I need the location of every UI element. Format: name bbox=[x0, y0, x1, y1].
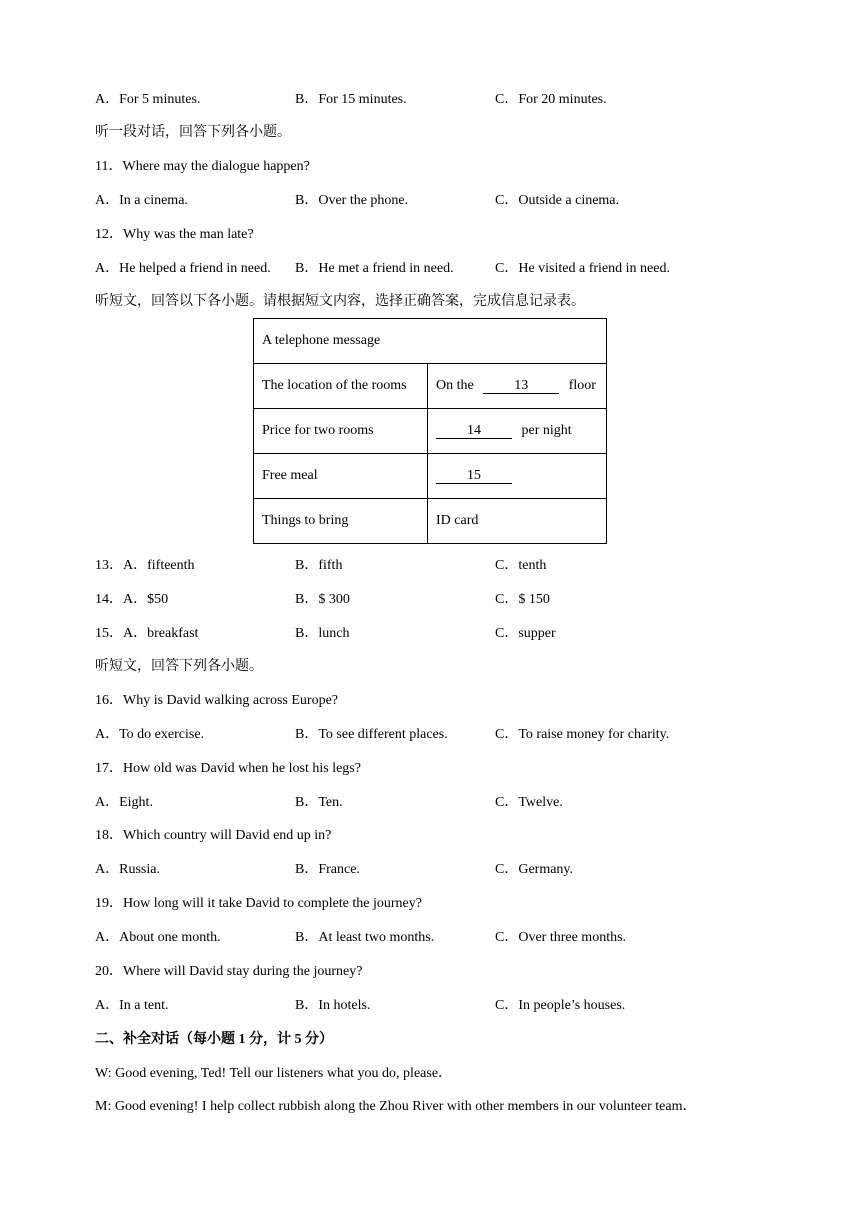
q18-option-a: A．Russia. bbox=[95, 862, 160, 877]
row-label: Price for two rooms bbox=[254, 409, 428, 454]
q12-option-b: B．He met a friend in need. bbox=[295, 261, 454, 276]
q13-option-b: B．fifth bbox=[295, 558, 343, 573]
q20-option-c: C．In people’s houses. bbox=[495, 998, 626, 1013]
q19-option-c: C．Over three months. bbox=[495, 930, 627, 945]
q13-option-a: 13．A．fifteenth bbox=[95, 558, 195, 573]
section-2-title: 二、补全对话（每小题 1 分，计 5 分） bbox=[95, 1032, 333, 1047]
q15-option-b: B．lunch bbox=[295, 626, 350, 641]
q20-option-b: B．In hotels. bbox=[295, 998, 371, 1013]
q10-option-c: C．For 20 minutes. bbox=[495, 92, 607, 107]
q12-option-a: A．He helped a friend in need. bbox=[95, 261, 271, 276]
row-value bbox=[428, 364, 607, 409]
q17-option-c: C．Twelve. bbox=[495, 795, 563, 810]
table-title: A telephone message bbox=[254, 319, 607, 364]
table-row bbox=[254, 409, 607, 454]
q16-option-c: C．To raise money for charity. bbox=[495, 727, 670, 742]
value-suffix: floor bbox=[568, 378, 596, 393]
q17-option-a: A．Eight. bbox=[95, 795, 153, 810]
q14-option-a: 14．A．$50 bbox=[95, 592, 169, 607]
table-row bbox=[254, 499, 607, 544]
value-suffix: per night bbox=[521, 423, 572, 438]
q18-option-c: C．Germany. bbox=[495, 862, 574, 877]
row-label: Things to bring bbox=[254, 499, 428, 544]
question-20: 20．Where will David stay during the journey? bbox=[95, 964, 363, 979]
q10-option-a: A．For 5 minutes. bbox=[95, 92, 201, 107]
answer-blank-15[interactable]: 15 bbox=[436, 468, 512, 484]
table-title-row bbox=[254, 319, 607, 364]
q19-option-a: A．About one month. bbox=[95, 930, 221, 945]
question-11: 11．Where may the dialogue happen? bbox=[95, 159, 310, 174]
instruction-passage: 听短文，回答下列各小题。 bbox=[95, 659, 263, 674]
q19-option-b: B．At least two months. bbox=[295, 930, 435, 945]
table-row bbox=[254, 454, 607, 499]
row-label: The location of the rooms bbox=[254, 364, 428, 409]
row-value bbox=[428, 454, 607, 499]
row-value bbox=[428, 409, 607, 454]
value-prefix: On the bbox=[436, 378, 474, 393]
q16-option-b: B．To see different places. bbox=[295, 727, 448, 742]
q18-option-b: B．France. bbox=[295, 862, 360, 877]
table-row bbox=[254, 364, 607, 409]
dialogue-line-m: M: Good evening! I help collect rubbish along the Zhou River with other members in our volunteer team． bbox=[95, 1099, 697, 1114]
answer-blank-14[interactable]: 14 bbox=[436, 423, 512, 439]
telephone-message-table bbox=[253, 318, 607, 544]
q11-option-a: A．In a cinema. bbox=[95, 193, 188, 208]
question-12: 12．Why was the man late? bbox=[95, 227, 254, 242]
q17-option-b: B．Ten. bbox=[295, 795, 343, 810]
dialogue-line-w: W: Good evening, Ted! Tell our listeners what you do, please． bbox=[95, 1066, 453, 1081]
q11-option-b: B．Over the phone. bbox=[295, 193, 409, 208]
q14-option-c: C．$ 150 bbox=[495, 592, 550, 607]
q12-option-c: C．He visited a friend in need. bbox=[495, 261, 670, 276]
row-label: Free meal bbox=[254, 454, 428, 499]
question-16: 16．Why is David walking across Europe? bbox=[95, 693, 338, 708]
answer-blank-13[interactable]: 13 bbox=[483, 378, 559, 394]
q11-option-c: C．Outside a cinema. bbox=[495, 193, 620, 208]
q15-option-c: C．supper bbox=[495, 626, 556, 641]
q16-option-a: A．To do exercise. bbox=[95, 727, 205, 742]
question-17: 17．How old was David when he lost his legs? bbox=[95, 761, 361, 776]
q10-option-b: B．For 15 minutes. bbox=[295, 92, 407, 107]
q15-option-a: 15．A．breakfast bbox=[95, 626, 199, 641]
q13-option-c: C．tenth bbox=[495, 558, 547, 573]
question-18: 18．Which country will David end up in? bbox=[95, 828, 332, 843]
q20-option-a: A．In a tent. bbox=[95, 998, 169, 1013]
question-19: 19．How long will it take David to complete the journey? bbox=[95, 896, 422, 911]
instruction-dialogue: 听一段对话，回答下列各小题。 bbox=[95, 125, 291, 140]
q14-option-b: B．$ 300 bbox=[295, 592, 350, 607]
row-value: ID card bbox=[428, 499, 607, 544]
instruction-table: 听短文，回答以下各小题。请根据短文内容，选择正确答案，完成信息记录表。 bbox=[95, 294, 585, 309]
